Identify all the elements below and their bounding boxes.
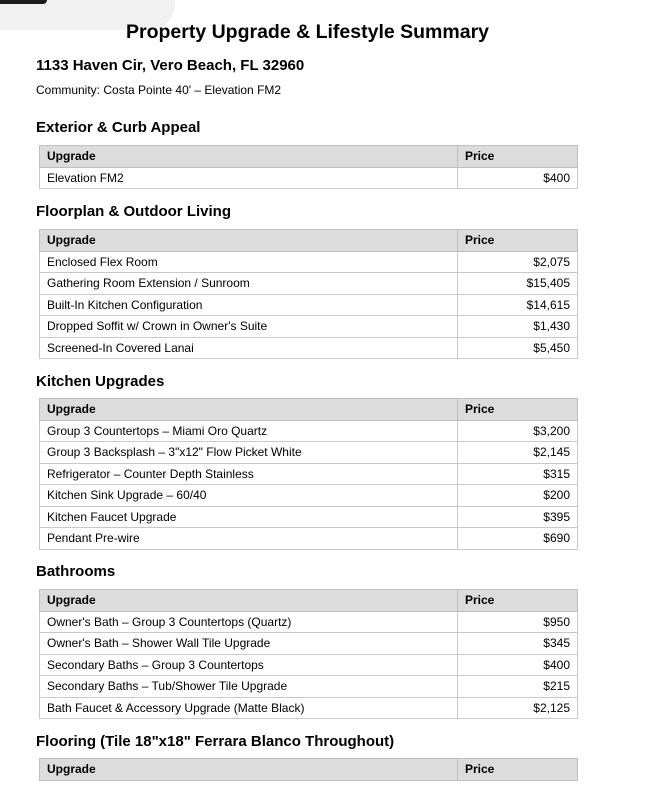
price-cell: $2,145 xyxy=(458,442,578,464)
upgrade-cell: Owner's Bath – Shower Wall Tile Upgrade xyxy=(40,633,458,655)
table-bathrooms xyxy=(39,589,578,719)
price-column-header: Price xyxy=(458,399,578,421)
upgrade-column-header: Upgrade xyxy=(40,590,458,612)
table-row xyxy=(40,442,578,464)
upgrade-cell: Refrigerator – Counter Depth Stainless xyxy=(40,463,458,485)
price-cell: $345 xyxy=(458,633,578,655)
table-row xyxy=(40,485,578,507)
upgrade-column-header: Upgrade xyxy=(40,759,458,781)
upgrade-cell: Screened-In Covered Lanai xyxy=(40,337,458,359)
upgrade-cell: Dropped Soffit w/ Crown in Owner's Suite xyxy=(40,316,458,338)
upgrade-cell: Secondary Baths – Tub/Shower Tile Upgrade xyxy=(40,676,458,698)
upgrade-cell: Group 3 Countertops – Miami Oro Quartz xyxy=(40,420,458,442)
price-cell: $950 xyxy=(458,611,578,633)
table-row xyxy=(40,337,578,359)
price-cell: $215 xyxy=(458,676,578,698)
table-row xyxy=(40,654,578,676)
table-row xyxy=(40,294,578,316)
table-kitchen xyxy=(39,398,578,550)
table-flooring xyxy=(39,758,578,781)
price-cell: $690 xyxy=(458,528,578,550)
upgrade-column-header: Upgrade xyxy=(40,146,458,168)
price-cell: $2,075 xyxy=(458,251,578,273)
section-title-floorplan: Floorplan & Outdoor Living xyxy=(36,203,231,220)
upgrade-cell: Group 3 Backsplash – 3"x12" Flow Picket White xyxy=(40,442,458,464)
table-exterior xyxy=(39,145,578,189)
table-row xyxy=(40,316,578,338)
table-row xyxy=(40,506,578,528)
upgrade-cell: Enclosed Flex Room xyxy=(40,251,458,273)
price-cell: $400 xyxy=(458,167,578,189)
table-floorplan xyxy=(39,229,578,359)
price-cell: $200 xyxy=(458,485,578,507)
price-cell: $15,405 xyxy=(458,273,578,295)
table-header-row xyxy=(40,590,578,612)
table-row xyxy=(40,273,578,295)
upgrade-column-header: Upgrade xyxy=(40,399,458,421)
window-corner-accent xyxy=(0,0,47,4)
table-header-row xyxy=(40,146,578,168)
table-row xyxy=(40,676,578,698)
price-cell: $5,450 xyxy=(458,337,578,359)
upgrade-cell: Built-In Kitchen Configuration xyxy=(40,294,458,316)
price-column-header: Price xyxy=(458,759,578,781)
price-cell: $14,615 xyxy=(458,294,578,316)
price-cell: $400 xyxy=(458,654,578,676)
section-title-exterior: Exterior & Curb Appeal xyxy=(36,119,201,136)
price-column-header: Price xyxy=(458,230,578,252)
table-row xyxy=(40,697,578,719)
price-cell: $1,430 xyxy=(458,316,578,338)
table-row xyxy=(40,633,578,655)
upgrade-cell: Gathering Room Extension / Sunroom xyxy=(40,273,458,295)
price-column-header: Price xyxy=(458,146,578,168)
table-row xyxy=(40,420,578,442)
price-cell: $3,200 xyxy=(458,420,578,442)
upgrade-cell: Elevation FM2 xyxy=(40,167,458,189)
upgrade-cell: Kitchen Sink Upgrade – 60/40 xyxy=(40,485,458,507)
price-cell: $395 xyxy=(458,506,578,528)
upgrade-cell: Pendant Pre-wire xyxy=(40,528,458,550)
table-row xyxy=(40,251,578,273)
upgrade-cell: Owner's Bath – Group 3 Countertops (Quartz) xyxy=(40,611,458,633)
upgrade-cell: Kitchen Faucet Upgrade xyxy=(40,506,458,528)
upgrade-cell: Secondary Baths – Group 3 Countertops xyxy=(40,654,458,676)
price-column-header: Price xyxy=(458,590,578,612)
section-title-flooring: Flooring (Tile 18"x18" Ferrara Blanco Throughout) xyxy=(36,733,395,750)
table-row xyxy=(40,528,578,550)
table-row xyxy=(40,463,578,485)
price-cell: $2,125 xyxy=(458,697,578,719)
upgrade-column-header: Upgrade xyxy=(40,230,458,252)
table-row xyxy=(40,611,578,633)
property-address: 1133 Haven Cir, Vero Beach, FL 32960 xyxy=(36,57,305,74)
section-title-bathrooms: Bathrooms xyxy=(36,563,116,580)
upgrade-cell: Bath Faucet & Accessory Upgrade (Matte Black) xyxy=(40,697,458,719)
page-title: Property Upgrade & Lifestyle Summary xyxy=(125,21,490,43)
community-line: Community: Costa Pointe 40' – Elevation FM2 xyxy=(36,83,282,97)
table-header-row xyxy=(40,399,578,421)
price-cell: $315 xyxy=(458,463,578,485)
table-row xyxy=(40,167,578,189)
section-title-kitchen: Kitchen Upgrades xyxy=(36,373,165,390)
table-header-row xyxy=(40,759,578,781)
table-header-row xyxy=(40,230,578,252)
